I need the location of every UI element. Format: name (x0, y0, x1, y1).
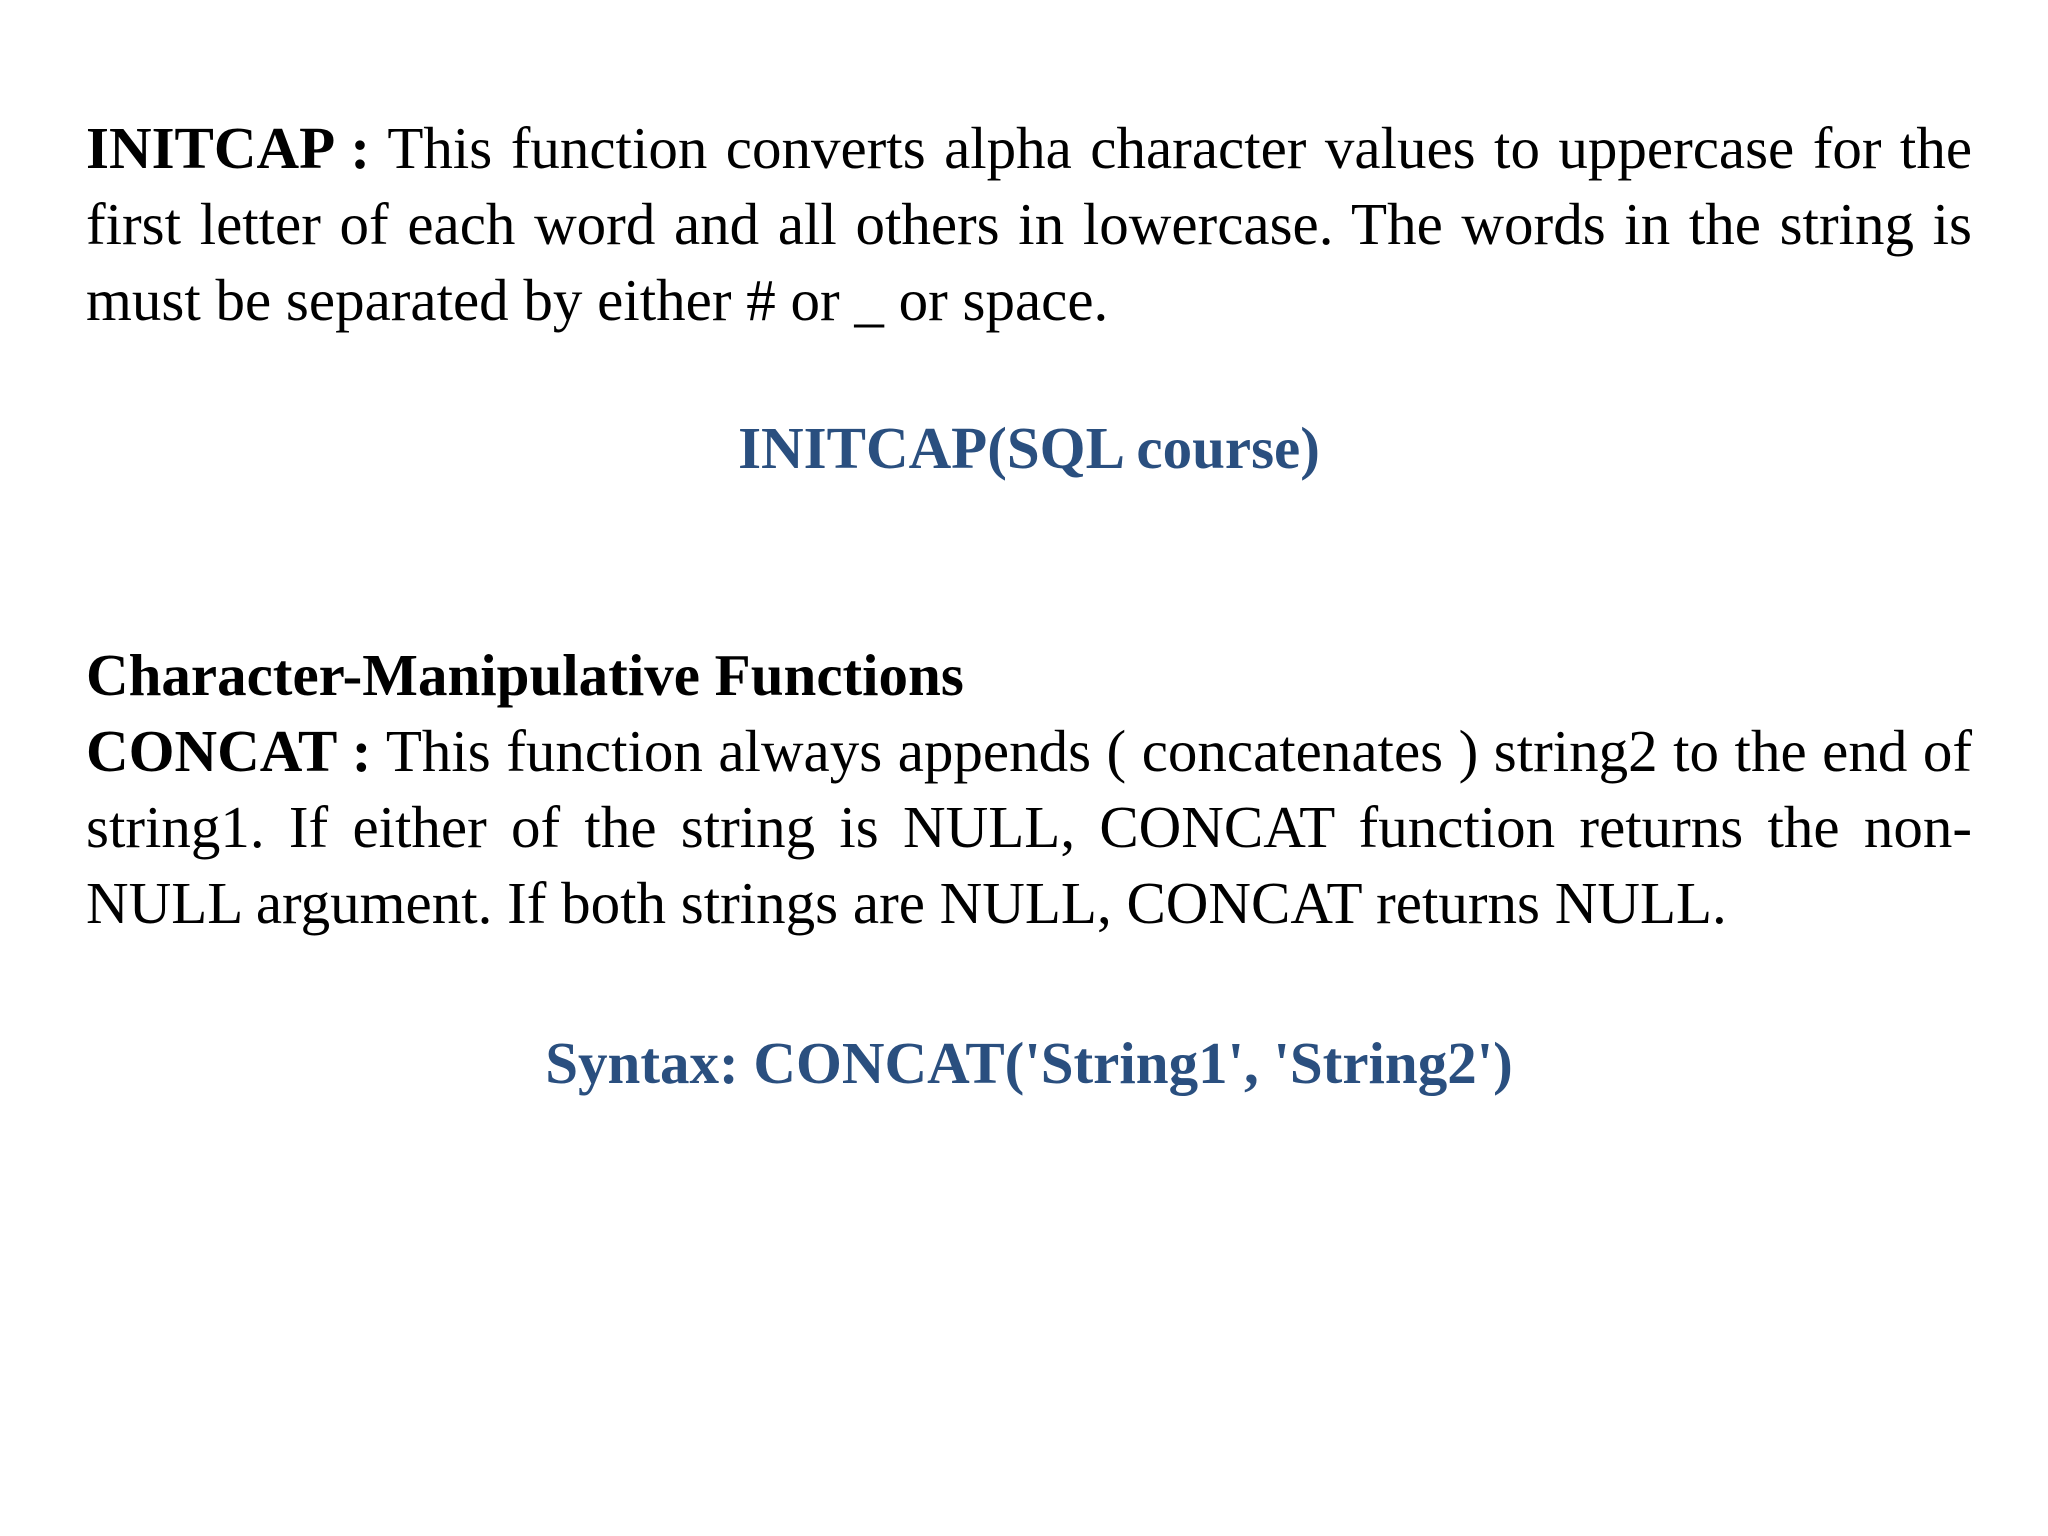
initcap-paragraph (86, 110, 1972, 338)
concat-description: This function always appends ( concatenates ) string2 to the end of string1. If either of the string is NULL, CONCAT function returns the non-NULL argument. If both strings are NULL, CONCAT returns NULL. (86, 718, 1972, 936)
initcap-example: INITCAP(SQL course) (738, 415, 1320, 481)
document-page (86, 110, 1972, 1101)
concat-term: CONCAT : (86, 718, 372, 784)
concat-paragraph (86, 713, 1972, 941)
section-heading: Character-Manipulative Functions (86, 642, 964, 708)
initcap-description: This function converts alpha character values to uppercase for the first letter of each word and all others in lowercase. The words in the string is must be separated by either # or _ or space. (86, 115, 1973, 333)
concat-syntax: Syntax: CONCAT('String1', 'String2') (545, 1030, 1513, 1096)
initcap-term: INITCAP : (86, 115, 370, 181)
